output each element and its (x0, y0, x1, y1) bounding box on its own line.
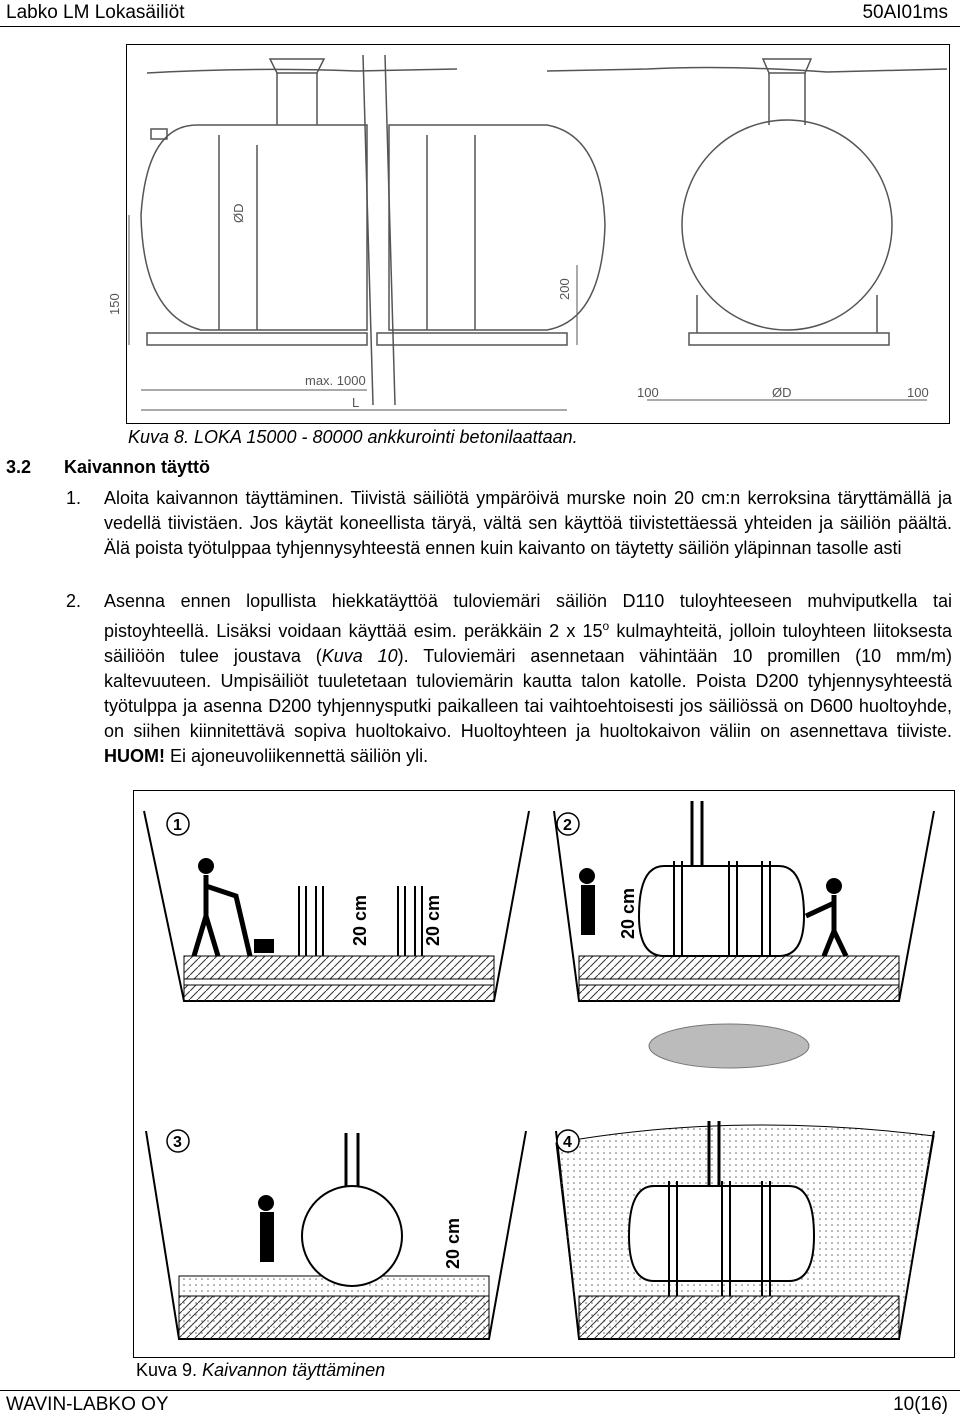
dim-label-3: 20 cm (443, 1217, 463, 1269)
label-diameter-right: ØD (772, 385, 792, 400)
label-200: 200 (557, 278, 572, 300)
figure8-caption: Kuva 8. LOKA 15000 - 80000 ankkurointi betonilaattaan. (128, 427, 578, 447)
page-header (0, 0, 960, 26)
label-100-right: 100 (907, 385, 929, 400)
label-150: 150 (107, 293, 122, 315)
step-label-2: 2 (563, 817, 572, 834)
header-rule (0, 26, 960, 27)
label-length: L (352, 395, 360, 410)
footer-company: WAVIN-LABKO OY (6, 1394, 169, 1415)
label-100-left: 100 (637, 385, 659, 400)
step-label-3: 3 (173, 1134, 182, 1151)
label-diameter-left: ØD (231, 203, 246, 223)
figure-anchoring-drawing (107, 44, 950, 424)
backfill-steps-svg (134, 791, 954, 1357)
figure9-caption: Kuva 9. Kaivannon täyttäminen (136, 1360, 386, 1380)
header-doc-code: 50AI01ms (862, 2, 948, 23)
item2-marker: 2. (66, 591, 82, 611)
item2-text: Asenna ennen lopullista hiekkatäyttöä tuloviemäri säiliön D110 tuloyhteeseen muhviputkella tai pistoyhteellä. Lisäksi voidaan käyttää esim. peräkkäin 2 x 15$^o$ kulmayhteitä, jolloin tuloyhteen liitoksesta säiliöön tulee joustava (Kuva 10). Tuloviemäri asennetaan vähintään 10 promillen (10 mm/m) kaltevuuteen. Umpisäiliöt tuuletetaan tuloviemärin kautta talon katolle. Poista D200 tyhjennysyhteestä työtulppa ja asenna D200 tyhjennysputki paikalleen tai vaihtoehtoisesti jos säiliössä on D600 huoltoyhde, on siihen kiinnitettävä sopiva huoltokaivo. Huoltoyhteen ja huoltokaivon väliin on asennettava tiiviste. HUOM! Ei ajoneuvoliikennettä säiliön yli. (104, 591, 953, 766)
footer-rule (0, 1390, 960, 1391)
item1-marker: 1. (66, 488, 82, 508)
dim-label-1a: 20 cm (350, 894, 370, 946)
dim-label-1b: 20 cm (423, 894, 443, 946)
section-heading (6, 457, 210, 478)
panel-step-1 (144, 811, 529, 1001)
page-footer (0, 1393, 960, 1418)
section-number: 3.2 (6, 457, 32, 477)
panel-step-3 (146, 1130, 526, 1339)
panel-step-2 (554, 801, 934, 1001)
header-title: Labko LM Lokasäiliöt (6, 2, 185, 23)
item1-text: Aloita kaivannon täyttäminen. Tiivistä säiliötä ympäröivä murske noin 20 cm:n kerroksina täryttämällä ja vedellä tiivistäen. Jos käytät koneellista täryä, vältä sen käyttöä tiivistettäessä yhteiden ja säiliön päältä. Älä poista työtulppaa tyhjennysyhteestä ennen kuin kaivanto on täytetty säiliön yläpinnan tasolle asti (104, 488, 952, 558)
step-label-1: 1 (173, 817, 182, 834)
label-max-1000: max. 1000 (305, 373, 366, 388)
dim-label-2: 20 cm (618, 887, 638, 939)
section-title: Kaivannon täyttö (64, 457, 211, 477)
footer-page-number: 10(16) (893, 1394, 948, 1415)
step-label-4: 4 (563, 1134, 572, 1151)
panel-step-4 (556, 1024, 934, 1339)
anchoring-drawing-svg (107, 45, 949, 423)
figure-backfill-steps (133, 790, 955, 1358)
